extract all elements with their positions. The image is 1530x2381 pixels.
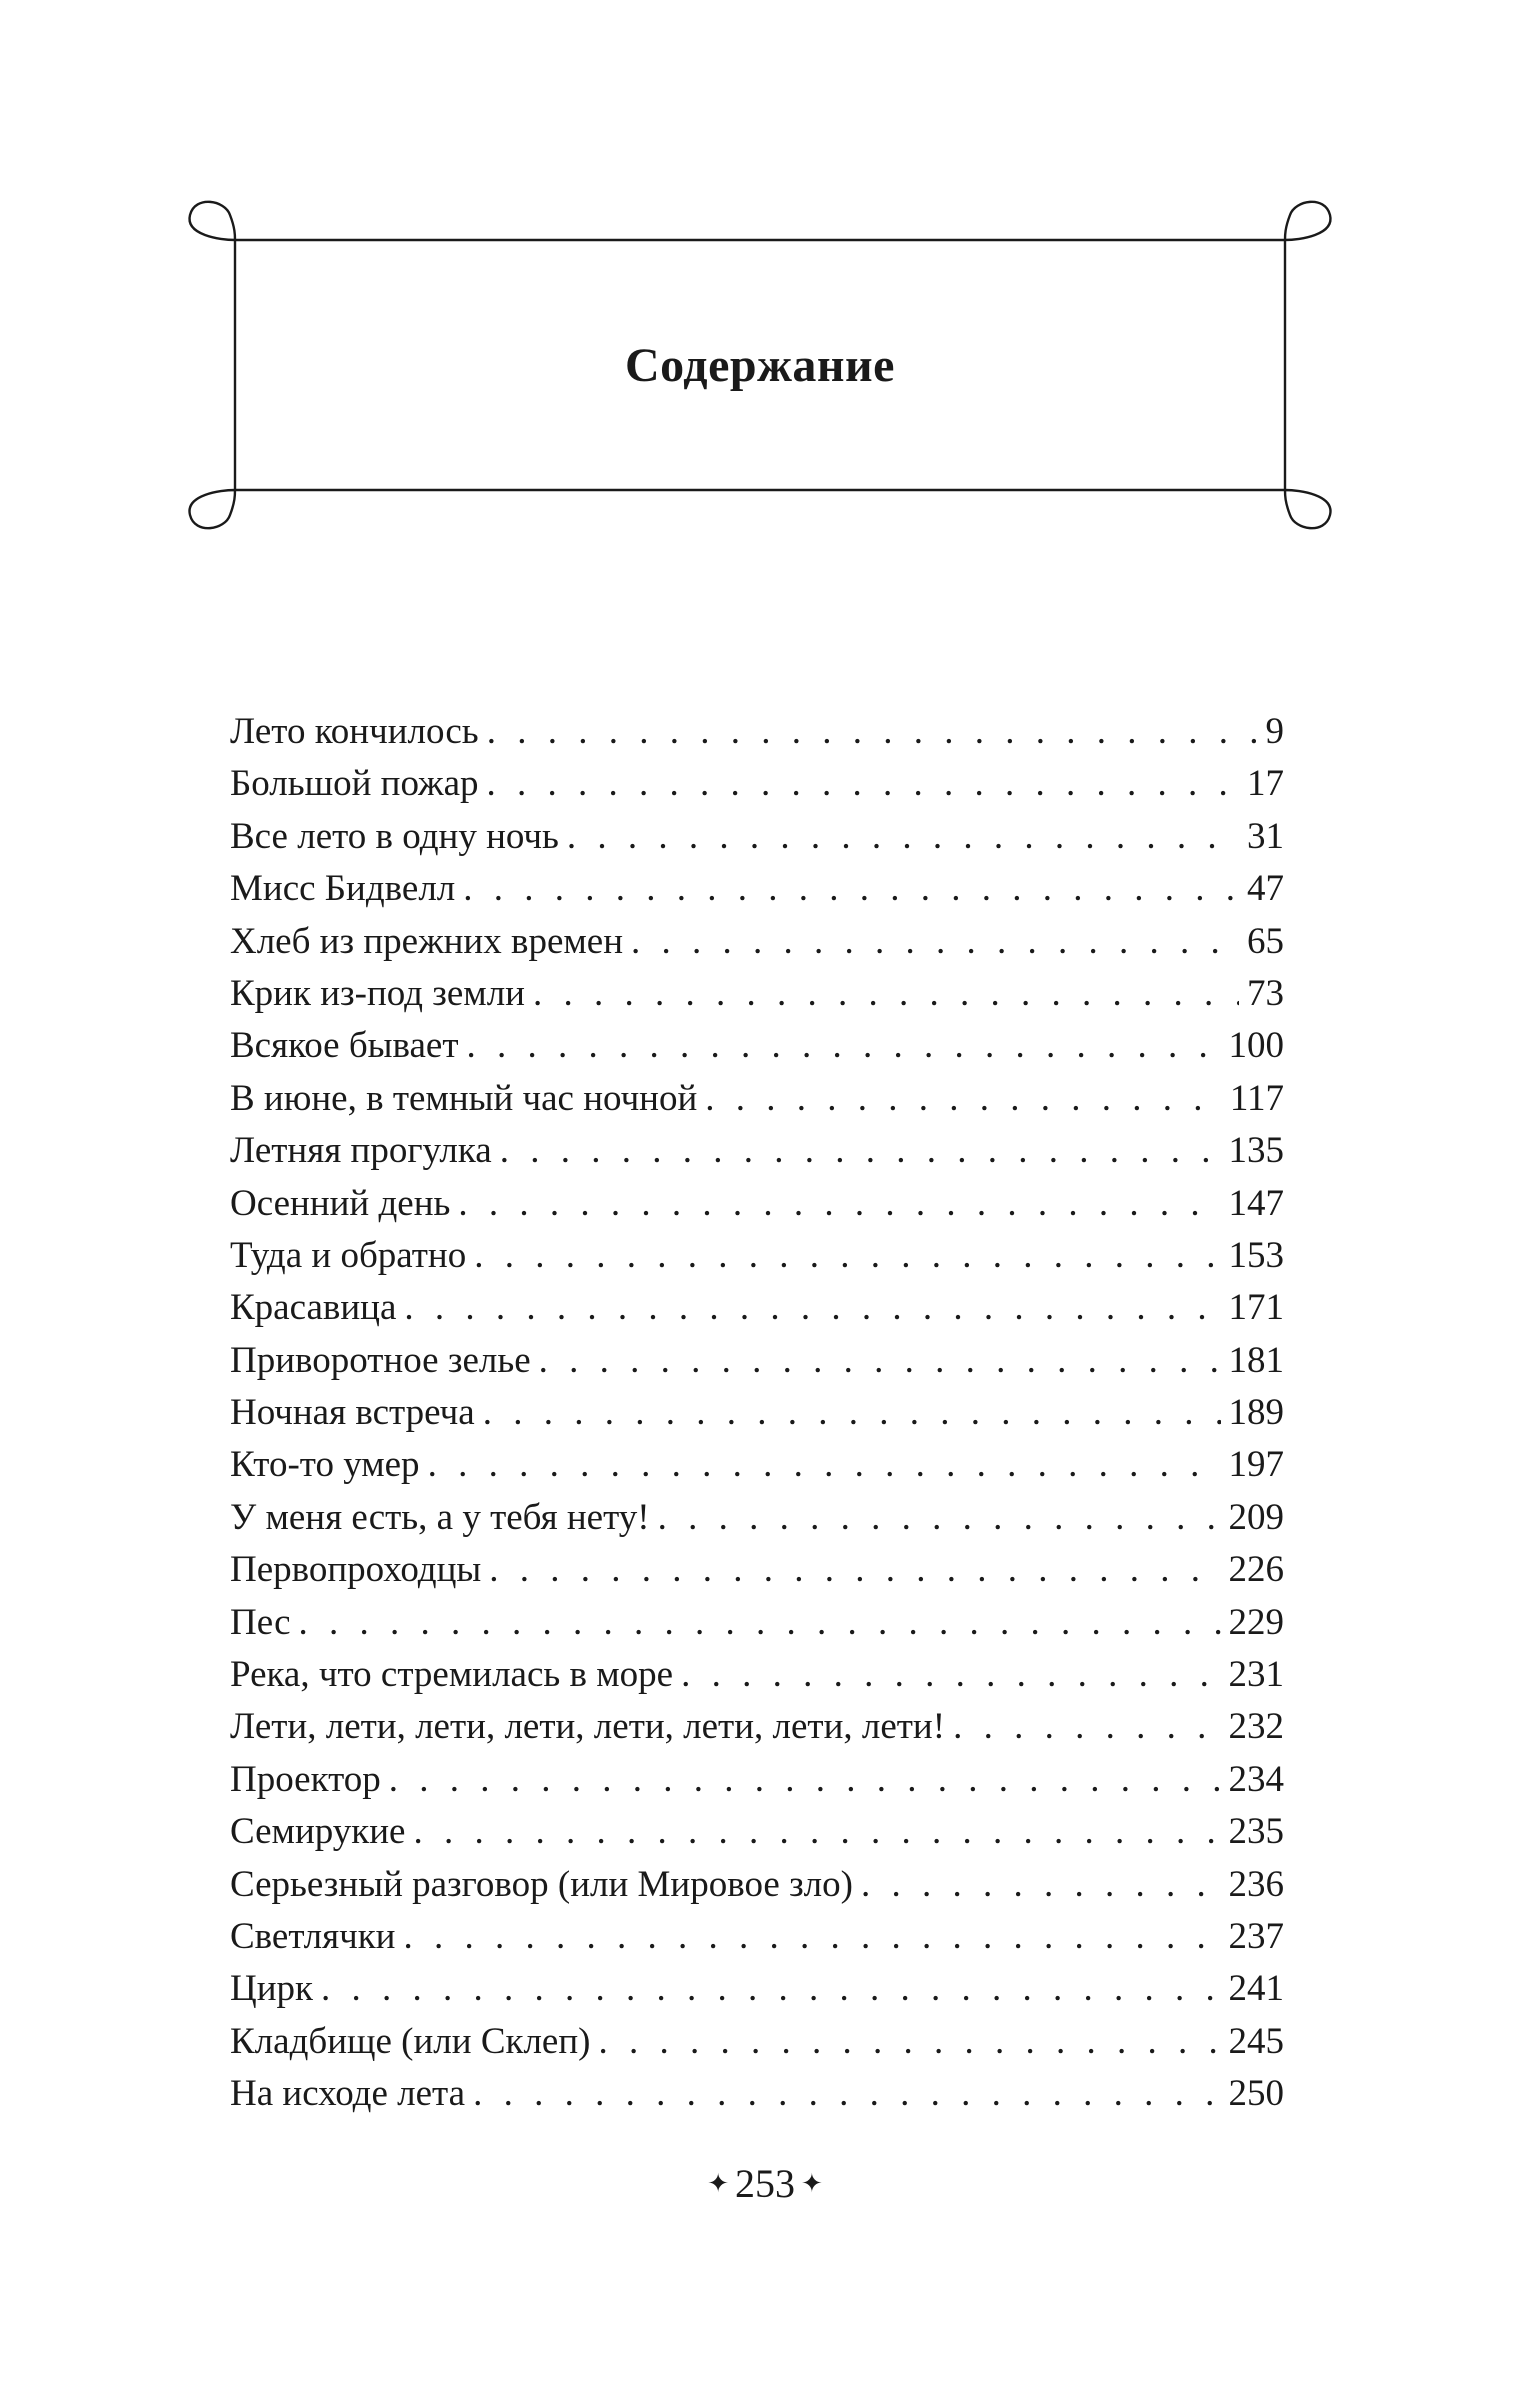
toc-entry xyxy=(230,863,1284,915)
toc-entry-title: Мисс Бидвелл xyxy=(230,868,456,910)
toc-entry-title: У меня есть, а у тебя нету! xyxy=(230,1496,650,1538)
toc-entry-page: 17 xyxy=(1247,763,1284,805)
toc-entry-page: 250 xyxy=(1228,2073,1284,2115)
dot-leader xyxy=(533,968,1239,1020)
dot-leader xyxy=(598,2016,1220,2068)
toc-entry-title: Красавица xyxy=(230,1287,397,1329)
toc-entry-page: 229 xyxy=(1228,1601,1284,1643)
toc-entry-page: 245 xyxy=(1228,2020,1284,2062)
toc-entry xyxy=(230,1597,1284,1649)
dot-leader xyxy=(489,1544,1220,1596)
toc-entry-title: Хлеб из прежних времен xyxy=(230,920,624,962)
toc-entry-title: Всякое бывает xyxy=(230,1025,459,1067)
toc-entry xyxy=(230,1387,1284,1439)
ornament-right-icon: ✦ xyxy=(801,2168,823,2198)
page-number-value: 253 xyxy=(735,2161,795,2206)
toc-entry-page: 226 xyxy=(1228,1549,1284,1591)
toc-entry-page: 171 xyxy=(1228,1287,1284,1329)
toc-entry-title: Летняя прогулка xyxy=(230,1130,492,1172)
toc-entry-title: В июне, в темный час ночной xyxy=(230,1077,698,1119)
toc-entry xyxy=(230,1282,1284,1334)
toc-entry-page: 234 xyxy=(1228,1758,1284,1800)
dot-leader xyxy=(631,916,1239,968)
toc-entry-title: Кто-то умер xyxy=(230,1444,420,1486)
toc-entry-title: Светлячки xyxy=(230,1915,396,1957)
dot-leader xyxy=(953,1701,1220,1753)
dot-leader xyxy=(458,1178,1220,1230)
toc-entry-page: 235 xyxy=(1228,1811,1284,1853)
toc-entry-title: Все лето в одну ночь xyxy=(230,815,559,857)
toc-entry-title: Семирукие xyxy=(230,1811,406,1853)
toc-entry-page: 147 xyxy=(1228,1182,1284,1224)
dot-leader xyxy=(413,1806,1220,1858)
toc-entry-title: Осенний день xyxy=(230,1182,451,1224)
dot-leader xyxy=(403,1911,1220,1963)
toc-entry xyxy=(230,1492,1284,1544)
toc-entry xyxy=(230,1806,1284,1858)
dot-leader xyxy=(404,1282,1220,1334)
toc-entry xyxy=(230,1859,1284,1911)
page-number xyxy=(0,2160,1530,2207)
dot-leader xyxy=(567,811,1239,863)
toc-entry xyxy=(230,1073,1284,1125)
dot-leader xyxy=(321,1963,1221,2015)
toc-entry xyxy=(230,916,1284,968)
dot-leader xyxy=(389,1754,1221,1806)
dot-leader xyxy=(463,863,1239,915)
toc-entry xyxy=(230,1439,1284,1491)
dot-leader xyxy=(487,758,1239,810)
toc-entry-page: 31 xyxy=(1247,815,1284,857)
toc-entry-title: Лети, лети, лети, лети, лети, лети, лети, лети! xyxy=(230,1706,946,1748)
toc-entry-title: Первопроходцы xyxy=(230,1549,482,1591)
toc-entry-page: 189 xyxy=(1228,1392,1284,1434)
toc-entry xyxy=(230,1963,1284,2015)
toc-entry xyxy=(230,1335,1284,1387)
toc-entry xyxy=(230,1230,1284,1282)
dot-leader xyxy=(428,1439,1221,1491)
toc-entry-title: Крик из-под земли xyxy=(230,972,525,1014)
toc-entry-page: 117 xyxy=(1229,1077,1284,1119)
toc-entry-title: Приворотное зелье xyxy=(230,1339,531,1381)
dot-leader xyxy=(681,1649,1220,1701)
toc-entry-title: Большой пожар xyxy=(230,763,479,805)
toc-entry xyxy=(230,2068,1284,2120)
toc-entry-page: 181 xyxy=(1228,1339,1284,1381)
toc-entry-page: 197 xyxy=(1228,1444,1284,1486)
table-of-contents xyxy=(230,706,1284,2121)
toc-entry xyxy=(230,1125,1284,1177)
toc-entry xyxy=(230,1178,1284,1230)
dot-leader xyxy=(483,1387,1221,1439)
dot-leader xyxy=(500,1125,1221,1177)
dot-leader xyxy=(539,1335,1221,1387)
toc-entry xyxy=(230,706,1284,758)
toc-entry-page: 232 xyxy=(1228,1706,1284,1748)
toc-entry-page: 236 xyxy=(1228,1863,1284,1905)
toc-entry-page: 135 xyxy=(1228,1130,1284,1172)
toc-entry-page: 237 xyxy=(1228,1915,1284,1957)
toc-entry xyxy=(230,1911,1284,1963)
toc-entry-page: 73 xyxy=(1247,972,1284,1014)
ornament-left-icon: ✦ xyxy=(707,2168,729,2198)
toc-entry xyxy=(230,1544,1284,1596)
toc-entry-page: 153 xyxy=(1228,1234,1284,1276)
dot-leader xyxy=(658,1492,1221,1544)
toc-entry xyxy=(230,1649,1284,1701)
toc-entry-title: Лето кончилось xyxy=(230,711,479,752)
toc-entry-title: Пес xyxy=(230,1601,291,1643)
toc-entry xyxy=(230,1754,1284,1806)
toc-entry-title: Проектор xyxy=(230,1758,381,1800)
toc-entry xyxy=(230,1701,1284,1753)
dot-leader xyxy=(705,1073,1222,1125)
toc-entry-title: Кладбище (или Склеп) xyxy=(230,2020,591,2062)
toc-entry-page: 209 xyxy=(1228,1496,1284,1538)
toc-entry-page: 9 xyxy=(1265,711,1284,752)
dot-leader xyxy=(474,1230,1220,1282)
toc-entry-title: Цирк xyxy=(230,1968,313,2010)
dot-leader xyxy=(861,1859,1221,1911)
toc-entry-page: 65 xyxy=(1247,920,1284,962)
toc-entry-page: 47 xyxy=(1247,868,1284,910)
page-title: Содержание xyxy=(625,338,895,392)
toc-entry-title: На исходе лета xyxy=(230,2073,466,2115)
dot-leader xyxy=(473,2068,1220,2120)
toc-entry-title: Река, что стремилась в море xyxy=(230,1654,674,1696)
toc-entry-page: 241 xyxy=(1228,1968,1284,2010)
toc-entry xyxy=(230,1020,1284,1072)
toc-entry xyxy=(230,758,1284,810)
dot-leader xyxy=(467,1020,1221,1072)
toc-entry-title: Туда и обратно xyxy=(230,1234,467,1276)
dot-leader xyxy=(487,706,1256,758)
toc-entry-title: Ночная встреча xyxy=(230,1392,475,1434)
toc-entry xyxy=(230,968,1284,1020)
toc-entry xyxy=(230,811,1284,863)
toc-entry xyxy=(230,2016,1284,2068)
toc-entry-page: 231 xyxy=(1228,1654,1284,1696)
dot-leader xyxy=(299,1597,1221,1649)
toc-entry-title: Серьезный разговор (или Мировое зло) xyxy=(230,1863,853,1905)
toc-entry-page: 100 xyxy=(1228,1025,1284,1067)
